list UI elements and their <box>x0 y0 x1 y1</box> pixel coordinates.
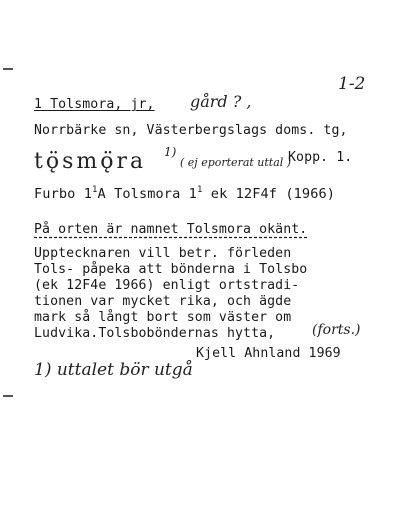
parish-line: Norrbärke sn, Västerbergslags doms. tg, <box>34 123 348 138</box>
handwritten-pronunciation-note: ( ej eporterat uttal ) <box>180 156 292 169</box>
place-name-title <box>34 97 155 112</box>
handwritten-footnote: 1) uttalet bör utgå <box>34 360 193 380</box>
ref-prefix: Furbo 1 <box>34 186 92 202</box>
body-line: (ek 12F4e 1966) enligt ortstradi- <box>34 278 300 293</box>
kopp-reference: Kopp. 1. <box>288 150 353 165</box>
signature: Kjell Ahnland 1969 <box>196 346 341 361</box>
footnote-mark: 1) <box>164 145 177 159</box>
left-edge-mark <box>3 68 13 70</box>
ref-superscript: 1 <box>196 185 203 195</box>
ref-superscript: 1 <box>92 185 98 195</box>
left-edge-mark <box>3 395 13 397</box>
body-line: På orten är namnet Tolsmora okänt. <box>34 222 308 237</box>
body-line: Ludvika.Tolsboböndernas hytta, <box>34 326 276 341</box>
handwritten-type-note: gård ? , <box>190 92 252 111</box>
handwritten-continued-note: (forts.) <box>312 322 361 338</box>
page-number: 1-2 <box>338 74 366 94</box>
body-line: Upptecknaren vill betr. förleden <box>34 246 292 261</box>
phonetic-transcription: tǫ̈smǫ̈ra <box>34 149 147 174</box>
body-line: Tols- påpeka att bönderna i Tolsbo <box>34 262 308 277</box>
body-line: tionen var mycket rika, och ägde <box>34 294 292 309</box>
map-reference-line <box>34 186 335 202</box>
body-line: mark så långt bort som väster om <box>34 310 292 325</box>
ref-mid: A Tolsmora 1 <box>97 186 197 202</box>
ref-suffix: ek 12F4f (1966) <box>210 186 336 202</box>
title-text: 1 Tolsmora, jr, <box>34 97 155 112</box>
